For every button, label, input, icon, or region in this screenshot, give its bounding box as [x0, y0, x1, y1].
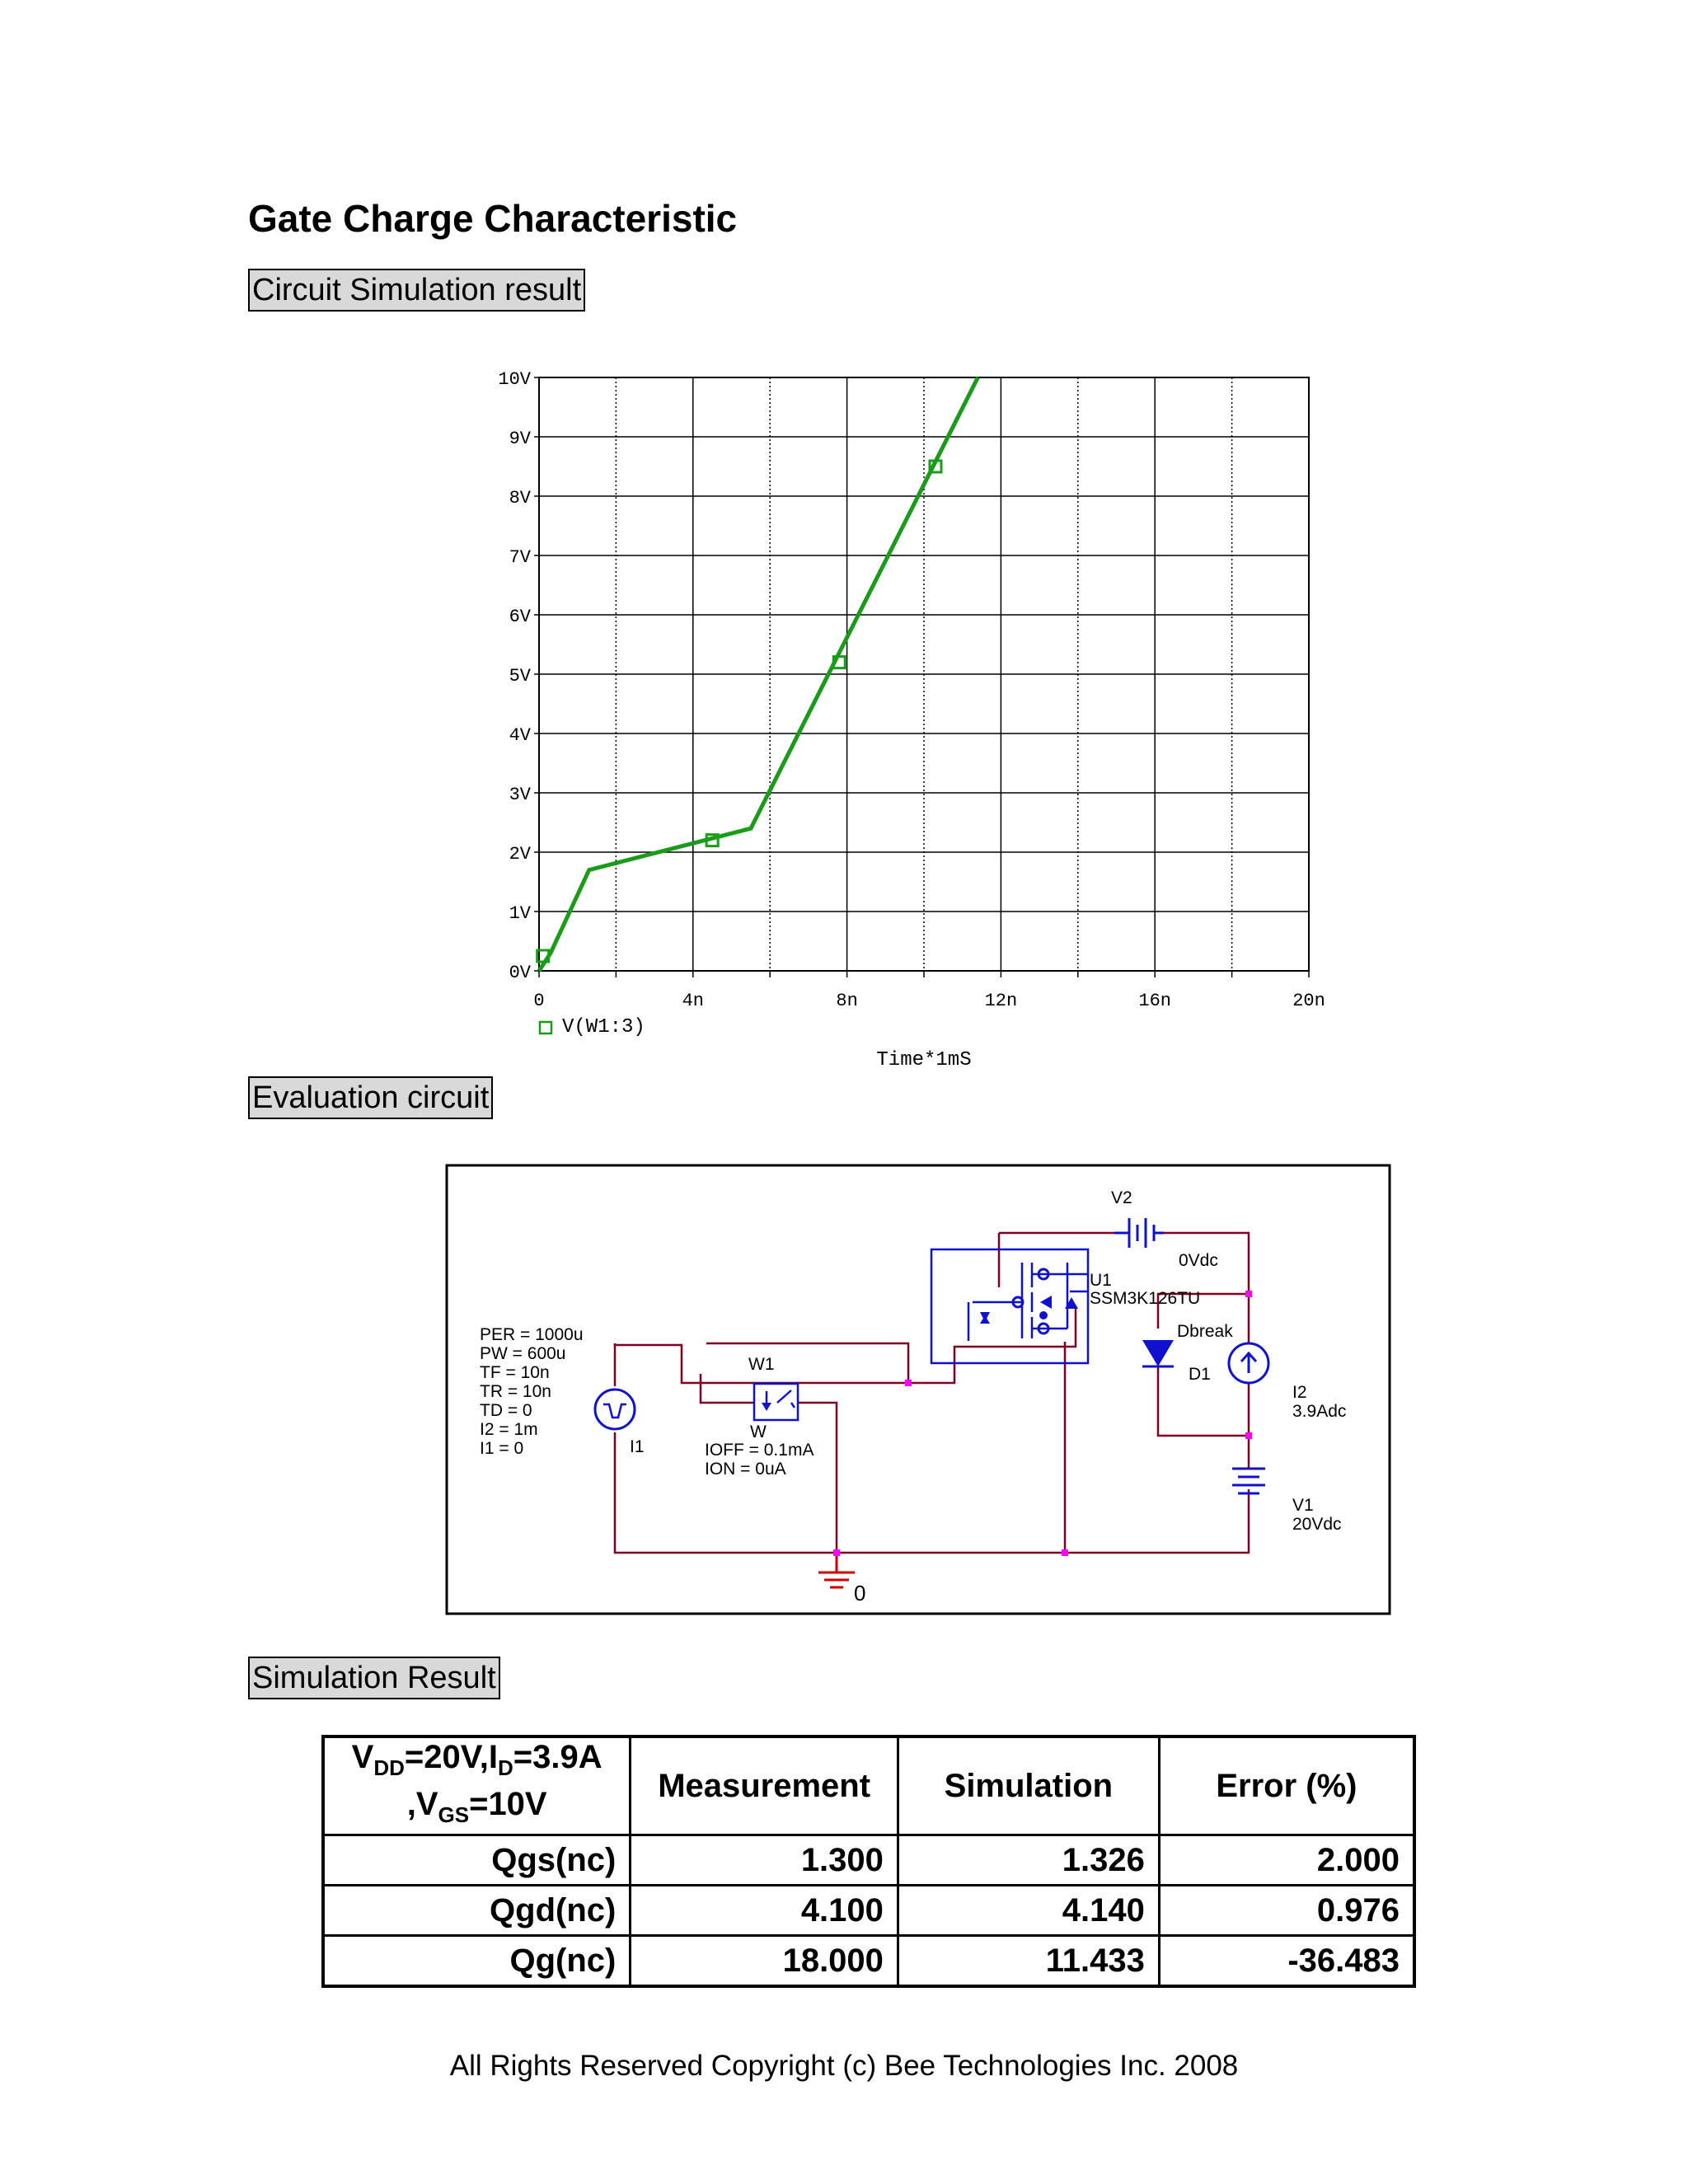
y-tick-label: 8V — [509, 488, 531, 509]
x-axis-ticks — [533, 991, 1325, 1011]
y-tick-label: 5V — [509, 666, 531, 687]
x-tick-label: 8n — [836, 991, 858, 1011]
error-value: -36.483 — [1159, 1936, 1414, 1987]
source-param-i2: I2 = 1m — [480, 1420, 538, 1439]
y-tick-label: 9V — [509, 429, 531, 449]
mosfet-ref-label: U1 — [1090, 1271, 1112, 1290]
x-tick-label: 4n — [682, 991, 705, 1011]
page-title: Gate Charge Characteristic — [248, 197, 738, 240]
y-tick-label: 4V — [509, 725, 531, 746]
y-tick-label: 0V — [509, 963, 531, 983]
x-tick-label: 12n — [984, 991, 1018, 1011]
error-header: Error (%) — [1159, 1736, 1414, 1835]
legend-marker — [540, 1022, 551, 1033]
y-axis-ticks — [498, 369, 531, 983]
v2-ref-label: V2 — [1111, 1188, 1132, 1207]
cond-v: V — [351, 1739, 374, 1775]
simulation-header: Simulation — [898, 1736, 1159, 1835]
mosfet-part-label: SSM3K126TU — [1090, 1289, 1201, 1308]
source-param-tf: TF = 10n — [480, 1363, 550, 1382]
source-param-tr: TR = 10n — [480, 1382, 551, 1401]
i2-ref-label: I2 — [1292, 1383, 1307, 1402]
table-row — [323, 1886, 1414, 1936]
i2-value-label: 3.9Adc — [1292, 1402, 1347, 1421]
cond-p3: ,V — [406, 1786, 438, 1822]
y-tick-label: 7V — [509, 547, 531, 568]
y-tick-label: 6V — [509, 607, 531, 627]
y-tick-label: 3V — [509, 785, 531, 805]
current-source-i2 — [1229, 1343, 1268, 1383]
source-param-per: PER = 1000u — [480, 1325, 584, 1344]
x-axis-label: Time*1mS — [876, 1049, 972, 1071]
cond-p1: =20V,I — [404, 1739, 499, 1775]
simulation-value: 4.140 — [898, 1886, 1159, 1936]
cond-p4: =10V — [469, 1786, 547, 1822]
table-row — [323, 1936, 1414, 1987]
simulation-results-table — [321, 1735, 1416, 1988]
i1-ref-label: I1 — [630, 1437, 645, 1456]
pulse-source-i1 — [595, 1390, 635, 1429]
v1-value-label: 20Vdc — [1292, 1515, 1342, 1534]
legend-label: V(W1:3) — [562, 1016, 645, 1038]
source-param-i1: I1 = 0 — [480, 1439, 524, 1458]
y-tick-label: 1V — [509, 903, 531, 924]
switch-name-label: W — [750, 1422, 767, 1441]
y-tick-label: 2V — [509, 844, 531, 865]
diode-model-label: Dbreak — [1177, 1322, 1233, 1341]
error-value: 0.976 — [1159, 1886, 1414, 1936]
x-tick-label: 20n — [1292, 991, 1325, 1011]
cond-p2: =3.9A — [513, 1739, 603, 1775]
simulation-value: 1.326 — [898, 1835, 1159, 1886]
table-row — [323, 1835, 1414, 1886]
circuit-simulation-result-label: Circuit Simulation result — [248, 269, 585, 312]
y-tick-label: 10V — [498, 369, 531, 390]
row-label: Qgd(nc) — [323, 1886, 631, 1936]
measurement-value: 4.100 — [631, 1886, 898, 1936]
source-param-td: TD = 0 — [480, 1401, 532, 1420]
row-label: Qg(nc) — [323, 1936, 631, 1987]
error-value: 2.000 — [1159, 1835, 1414, 1886]
x-tick-label: 0 — [533, 991, 545, 1011]
evaluation-circuit-label: Evaluation circuit — [248, 1076, 493, 1119]
cond-dd: DD — [373, 1755, 405, 1780]
condition-header — [323, 1736, 631, 1835]
ground-label: 0 — [854, 1581, 866, 1605]
measurement-value: 1.300 — [631, 1835, 898, 1886]
measurement-header: Measurement — [631, 1736, 898, 1835]
cond-gs: GS — [438, 1802, 470, 1827]
source-param-pw: PW = 600u — [480, 1344, 566, 1363]
measurement-value: 18.000 — [631, 1936, 898, 1987]
switch-ion-label: ION = 0uA — [705, 1460, 786, 1479]
diode-ref-label: D1 — [1189, 1365, 1211, 1384]
switch-ref-label: W1 — [748, 1355, 775, 1374]
table-header-row — [323, 1736, 1414, 1835]
gate-charge-plot — [462, 354, 1335, 1080]
simulation-value: 11.433 — [898, 1936, 1159, 1987]
row-label: Qgs(nc) — [323, 1835, 631, 1886]
cond-d: D — [498, 1755, 513, 1780]
v1-ref-label: V1 — [1292, 1496, 1314, 1515]
evaluation-circuit-schematic — [445, 1164, 1391, 1617]
simulation-result-label: Simulation Result — [248, 1657, 500, 1699]
switch-w1 — [754, 1384, 798, 1420]
copyright-footer: All Rights Reserved Copyright (c) Bee Technologies Inc. 2008 — [449, 2050, 1239, 2082]
x-tick-label: 16n — [1138, 991, 1172, 1011]
v2-value-label: 0Vdc — [1179, 1251, 1218, 1270]
switch-ioff-label: IOFF = 0.1mA — [705, 1441, 814, 1460]
